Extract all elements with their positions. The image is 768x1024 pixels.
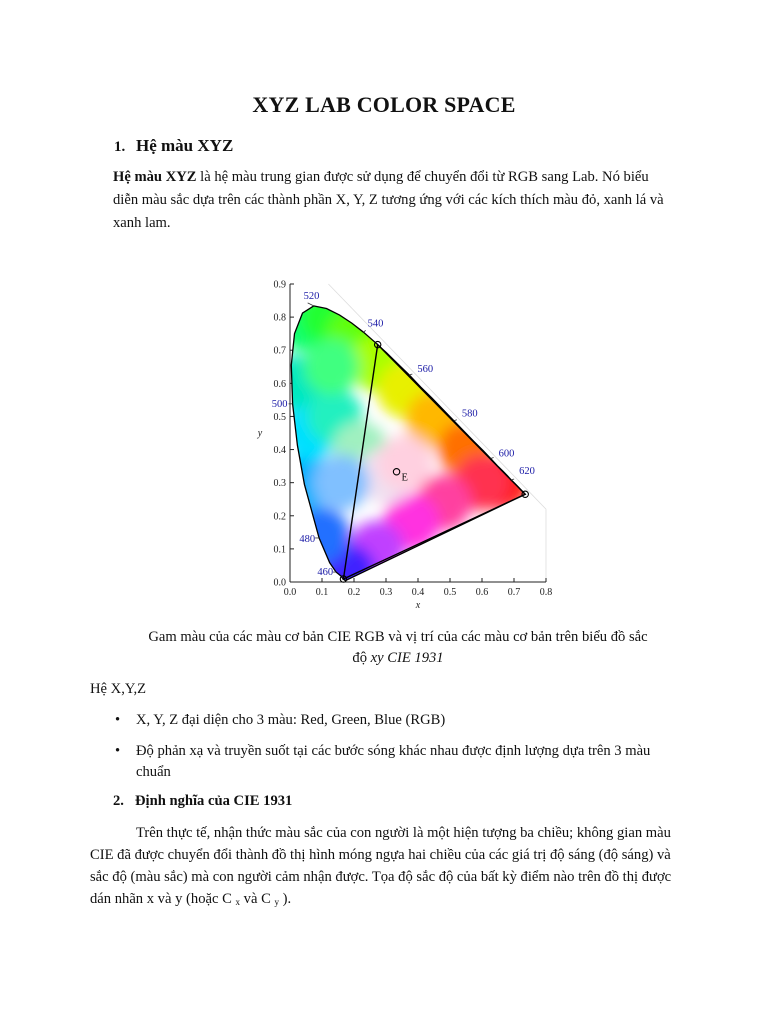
figure-caption bbox=[130, 627, 666, 669]
x-tick-label: 0.2 bbox=[347, 587, 361, 598]
caption-line2-plain: độ bbox=[352, 650, 371, 666]
bullet-icon: • bbox=[115, 712, 121, 728]
y-tick-label: 0.0 bbox=[273, 577, 286, 589]
section1-heading-text: Hệ màu XYZ bbox=[136, 136, 234, 155]
wavelength-label: 560 bbox=[417, 364, 434, 376]
bullet-icon: • bbox=[115, 743, 121, 759]
y-tick-label: 0.8 bbox=[273, 312, 286, 324]
section1-paragraph bbox=[113, 166, 673, 235]
list-item-text: Độ phản xạ và truyền suốt tại các bước sóng khác nhau được định lượng dựa trên 3 màu chuẩn bbox=[136, 743, 651, 780]
caption-line2-italic: xy CIE 1931 bbox=[370, 650, 444, 666]
wavelength-tick bbox=[308, 303, 314, 306]
x-tick-label: 0.4 bbox=[411, 587, 425, 598]
section2-paragraph bbox=[90, 822, 674, 913]
list-item bbox=[112, 710, 682, 731]
x-tick-label: 0.7 bbox=[507, 587, 521, 598]
section1-heading bbox=[114, 136, 233, 156]
wavelength-label: 600 bbox=[498, 448, 515, 460]
section2-heading-text: Định nghĩa của CIE 1931 bbox=[135, 793, 293, 809]
wavelength-label: 520 bbox=[303, 290, 320, 302]
x-tick-label: 0.3 bbox=[379, 587, 393, 598]
wavelength-label: 620 bbox=[519, 466, 535, 478]
wavelength-label: 460 bbox=[317, 567, 334, 579]
section2-end-text: ). bbox=[278, 891, 292, 907]
section2-paragraph-text: Trên thực tế, nhận thức màu sắc của con người là một hiện tượng ba chiều; không gian màu CIE đã được chuyển đổi thành đồ thị hình móng ngựa hai chiều của các giá trị độ sáng (độ sáng) và sắc độ (màu sắc) mà con người cảm nhận được. Tọa độ sắc độ của bất kỳ điểm nào trên đồ thị được dán nhãn x và y (hoặc C bbox=[90, 825, 672, 907]
y-axis-label: y bbox=[257, 428, 263, 439]
section2-heading bbox=[113, 793, 292, 810]
wavelength-tick bbox=[364, 330, 366, 332]
section1-number: 1. bbox=[114, 139, 126, 155]
wavelength-label: 540 bbox=[367, 318, 384, 330]
wavelength-label: 500 bbox=[271, 398, 288, 410]
wavelength-label: 480 bbox=[299, 533, 316, 545]
wavelength-label: 580 bbox=[461, 408, 478, 420]
wavelength-tick bbox=[454, 420, 457, 421]
white-point-label: E bbox=[401, 472, 408, 484]
section2-number: 2. bbox=[113, 793, 124, 809]
wavelength-tick bbox=[491, 457, 494, 458]
x-tick-label: 0.8 bbox=[539, 587, 553, 598]
caption-line1: Gam màu của các màu cơ bản CIE RGB và vị trí của các màu cơ bản trên biểu đồ sắc bbox=[148, 629, 648, 645]
wavelength-tick bbox=[511, 479, 514, 480]
gamut-color-fill bbox=[252, 276, 562, 616]
y-tick-label: 0.1 bbox=[273, 544, 286, 556]
x-tick-label: 0.0 bbox=[283, 587, 297, 598]
y-tick-label: 0.3 bbox=[273, 478, 286, 490]
x-axis-label: x bbox=[415, 600, 421, 611]
y-tick-label: 0.7 bbox=[273, 345, 286, 357]
cie-chromaticity-diagram bbox=[252, 276, 562, 616]
section2-and-text: và C bbox=[240, 891, 275, 907]
y-tick-label: 0.9 bbox=[273, 279, 286, 291]
cie-chromaticity-figure bbox=[252, 276, 562, 616]
section1-paragraph-text: là hệ màu trung gian được sử dụng để chuyển đổi từ RGB sang Lab. Nó biểu diễn màu sắc dựa trên các thành phần X, Y, Z tương ứng với các kích thích màu đỏ, xanh lá và xanh lam. bbox=[113, 169, 664, 231]
x-tick-label: 0.5 bbox=[443, 587, 457, 598]
x-tick-label: 0.1 bbox=[315, 587, 329, 598]
y-tick-label: 0.6 bbox=[273, 378, 286, 390]
bullet-list bbox=[112, 710, 682, 793]
wavelength-tick bbox=[409, 374, 412, 375]
xyz-subheading: Hệ X,Y,Z bbox=[90, 681, 147, 697]
list-item-text: X, Y, Z đại diện cho 3 màu: Red, Green, Blue (RGB) bbox=[136, 712, 446, 728]
list-item bbox=[112, 741, 682, 783]
document-title: XYZ LAB COLOR SPACE bbox=[252, 92, 516, 117]
section1-bold-term: Hệ màu XYZ bbox=[113, 169, 197, 185]
subscript-y: y bbox=[274, 897, 279, 907]
y-tick-label: 0.4 bbox=[273, 445, 286, 457]
y-tick-label: 0.2 bbox=[273, 511, 286, 523]
fill-blob bbox=[304, 339, 360, 395]
y-tick-label: 0.5 bbox=[273, 411, 286, 423]
subscript-x: x bbox=[235, 897, 240, 907]
x-tick-label: 0.6 bbox=[475, 587, 489, 598]
